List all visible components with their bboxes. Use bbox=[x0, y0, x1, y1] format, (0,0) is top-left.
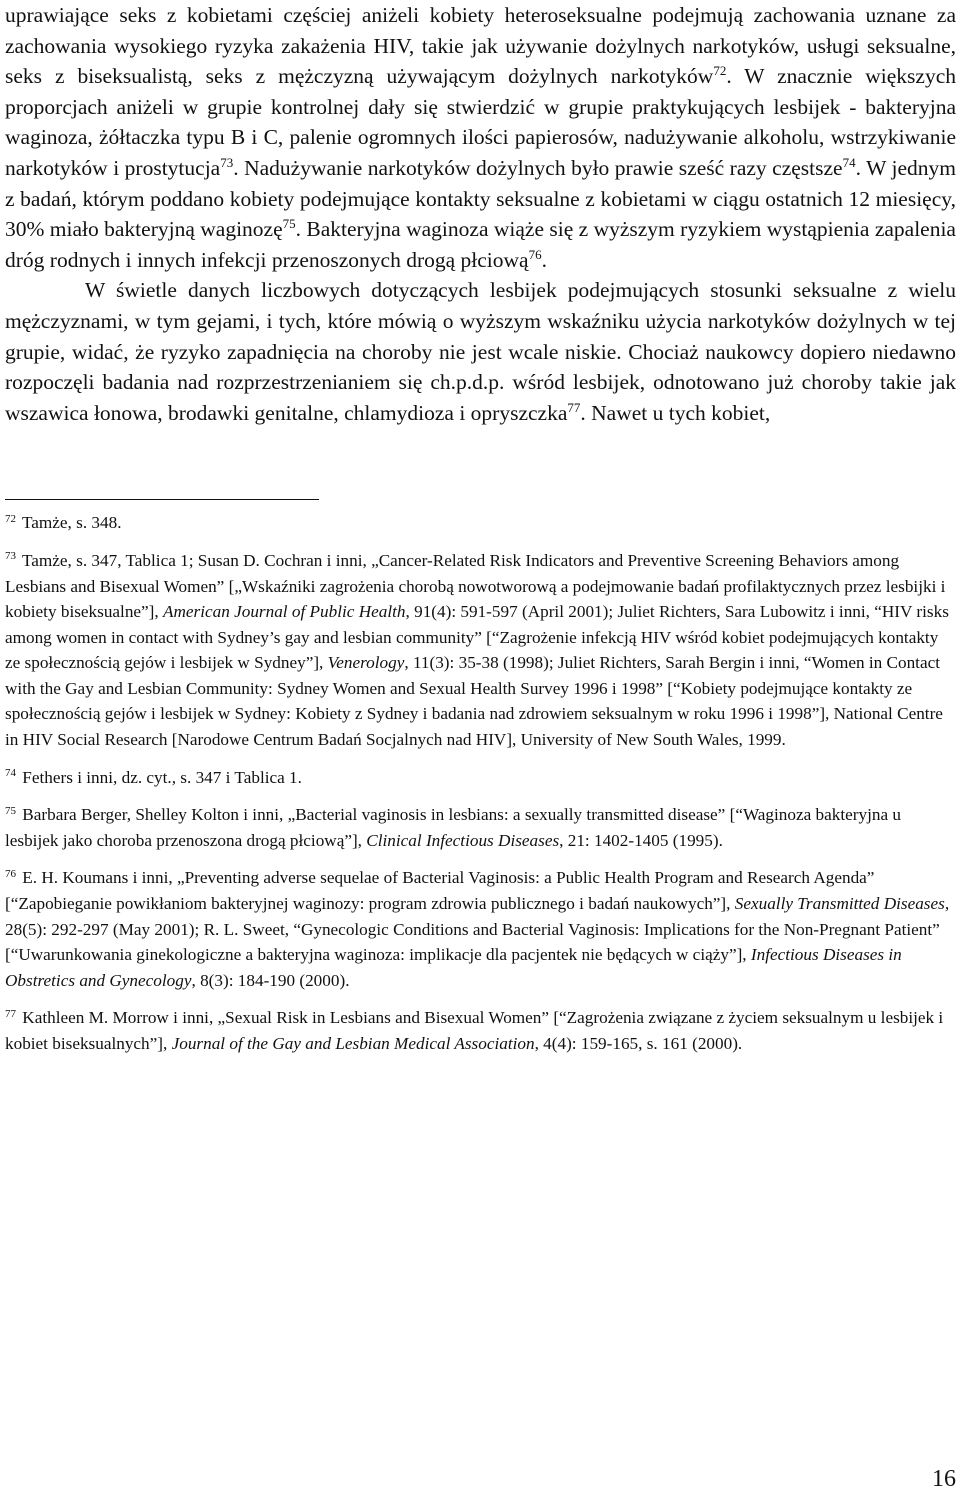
footnote-73: $^{73}$ Tamże, s. 347, Tablica 1; Susan D. Cochran i inni, „Cancer-Related Risk Indicators and Preventive Screening Behaviors among Lesbians and Bisexual Women” [„Wskaźniki zagrożenia chorobą nowotworową a podejmowanie badań profilaktycznych przez lesbijki i kobiety biseksualne”], American Journal of Public Health, 91(4): 591-597 (April 2001); Juliet Richters, Sara Lubowitz i inni, “HIV risks among women in contact with Sydney’s gay and lesbian community” [“Zagrożenie infekcją HIV wśród kobiet podejmujących kontakty ze społecznością gejów i lesbijek w Sydney”], Venerology, 11(3): 35-38 (1998); Juliet Richters, Sarah Bergin i inni, “Women in Contact with the Gay and Lesbian Community: Sydney Women and Sexual Health Survey 1996 i 1998” [“Kobiety podejmujące kontakty ze społecznością gejów i lesbijek w Sydney: Kobiety z Sydney i badania nad zdrowiem seksualnym w roku 1996 i 1998”], National Centre in HIV Social Research [Narodowe Centrum Badań Socjalnych nad HIV], University of New South Wales, 1999. bbox=[5, 550, 949, 750]
footnote-ref-73[interactable]: 73 bbox=[220, 154, 234, 170]
footnote-74: $^{74}$ Fethers i inni, dz. cyt., s. 347 i Tablica 1. bbox=[5, 766, 302, 787]
footnote-ref-76[interactable]: 76 bbox=[528, 246, 542, 262]
footnote-separator bbox=[5, 499, 319, 500]
footnote-75: $^{75}$ Barbara Berger, Shelley Kolton i inni, „Bacterial vaginosis in lesbians: a sexually transmitted disease” [“Waginoza bakteryjna u lesbijek jako choroba przenoszona drogą płciową”], Clinical Infectious Diseases, 21: 1402-1405 (1995). bbox=[5, 804, 901, 850]
footnote-ref-77[interactable]: 77 bbox=[567, 399, 581, 415]
page-number: 16 bbox=[932, 1466, 956, 1492]
footnote-ref-72[interactable]: 72 bbox=[713, 63, 727, 79]
footnotes bbox=[5, 510, 956, 1056]
footnote-76: $^{76}$ E. H. Koumans i inni, „Preventing adverse sequelae of Bacterial Vaginosis: a Public Health Program and Research Agenda” [“Zapobieganie powikłaniom bakteryjnej waginozy: program zdrowia publicznego i badań naukowych”], Sexually Transmitted Diseases, 28(5): 292-297 (May 2001); R. L. Sweet, “Gynecologic Conditions and Bacterial Vaginosis: Implications for the Non-Pregnant Patient” [“Uwarunkowania ginekologiczne a bakteryjna waginoza: implikacje dla pacjentek nie będących w ciąży”], Infectious Diseases in Obstretics and Gynecology, 8(3): 184-190 (2000). bbox=[5, 867, 950, 990]
document-page bbox=[5, 0, 956, 1069]
footnote-72: $^{72}$ Tamże, s. 348. bbox=[5, 512, 122, 533]
footnote-ref-74[interactable]: 74 bbox=[842, 154, 856, 170]
main-text bbox=[5, 0, 956, 428]
paragraph-2: W świetle danych liczbowych dotyczących lesbijek podejmujących stosunki seksualne z wielu mężczyznami, w tym gejami, i tych, które mówią o wyższym wskaźniku użycia narkotyków dożylnych w tej grupie, widać, że ryzyko zapadnięcia na choroby nie jest wcale niskie. Chociaż naukowcy dopiero niedawno rozpoczęli badania nad rozprzestrzenianiem się ch.p.d.p. wśród lesbijek, odnotowano już choroby takie jak wszawica łonowa, brodawki genitalne, chlamydioza i opryszczka$^{77}$. Nawet u tych kobiet, bbox=[5, 278, 956, 425]
footnote-77: $^{77}$ Kathleen M. Morrow i inni, „Sexual Risk in Lesbians and Bisexual Women” [“Zagrożenia związane z życiem seksualnym u lesbijek i kobiet biseksualnych”], Journal of the Gay and Lesbian Medical Association, 4(4): 159-165, s. 161 (2000). bbox=[5, 1007, 944, 1053]
paragraph-1: uprawiające seks z kobietami częściej aniżeli kobiety heteroseksualne podejmują zachowania uznane za zachowania wysokiego ryzyka zakażenia HIV, takie jak używanie dożylnych narkotyków, usługi seksualne, seks z biseksualistą, seks z mężczyzną używającym dożylnych narkotyków$^{72}$. W znacznie większych proporcjach aniżeli w grupie kontrolnej dały się stwierdzić w grupie praktykujących lesbijek - bakteryjna waginoza, żółtaczka typu B i C, palenie ogromnych ilości papierosów, nadużywanie alkoholu, wstrzykiwanie narkotyków i prostytucja$^{73}$. Nadużywanie narkotyków dożylnych było prawie sześć razy częstsze$^{74}$. W jednym z badań, którym poddano kobiety podejmujące kontakty seksualne z kobietami w ciągu ostatnich 12 miesięcy, 30% miało bakteryjną waginozę$^{75}$. Bakteryjna waginoza wiąże się z wyższym ryzykiem wystąpienia zapalenia dróg rodnych i innych infekcji przenoszonych drogą płciową$^{76}$. bbox=[5, 3, 957, 272]
footnote-ref-75[interactable]: 75 bbox=[282, 216, 296, 231]
